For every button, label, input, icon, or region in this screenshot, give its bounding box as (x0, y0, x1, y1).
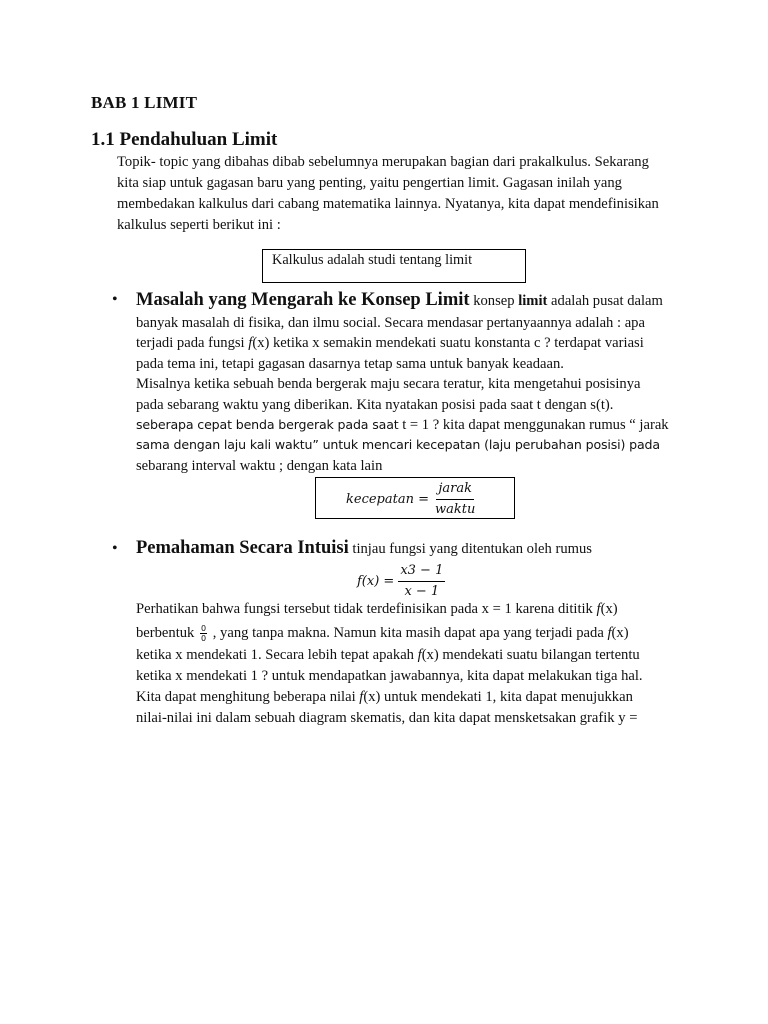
bullet1-line: sebarang interval waktu ; dengan kata lain (136, 457, 383, 474)
velocity-formula-box (315, 477, 515, 519)
bullet1-line: terjadi pada fungsi f(x) ketika x semakin mendekati suatu konstanta c ? terdapat variasi (136, 335, 644, 352)
bullet1-line: seberapa cepat benda bergerak pada saat t = 1 ? kita dapat menggunakan rumus “ jarak (136, 417, 669, 434)
function-lhs: f(x) = (357, 573, 395, 589)
bullet2-heading-line (136, 538, 676, 559)
velocity-denominator: waktu (435, 501, 476, 517)
zero-over-zero: $\frac{0}{0}$ (201, 624, 207, 644)
velocity-numerator: jarak (436, 481, 474, 500)
intro-paragraph (117, 152, 677, 236)
bullet1-heading: Masalah yang Mengarah ke Konsep Limit (136, 290, 470, 310)
function-formula (357, 561, 445, 601)
bullet1-line: sama dengan laju kali waktu” untuk mencari kecepatan (laju perubahan posisi) pada (136, 437, 660, 453)
velocity-fraction (433, 481, 477, 518)
bullet1-inline-b: adalah pusat dalam (547, 293, 663, 309)
bullet-marker: • (112, 540, 118, 557)
bullet1-content (136, 289, 676, 476)
section-title: 1.1 Pendahuluan Limit (91, 129, 278, 150)
intro-line: Topik- topic yang dibahas dibab sebelumnya merupakan bagian dari prakalkulus. Sekarang (117, 154, 649, 170)
chapter-title: BAB 1 LIMIT (91, 93, 198, 112)
intro-line: membedakan kalkulus dari cabang matematika lainnya. Nyatanya, kita dapat mendefinisikan (117, 196, 659, 212)
bullet2-inline: tinjau fungsi yang ditentukan oleh rumus (348, 541, 592, 557)
bullet1-inline-bold: limit (518, 293, 548, 309)
bullet2-heading: Pemahaman Secara Intuisi (136, 538, 349, 558)
bullet1-line: banyak masalah di fisika, dan ilmu social. Secara mendasar pertanyaannya adalah : apa (136, 315, 645, 331)
bullet2-content (136, 599, 676, 730)
bullet2-line: Perhatikan bahwa fungsi tersebut tidak terdefinisikan pada x = 1 karena dititik f(x) (136, 601, 618, 617)
bullet1-inline-a: konsep (469, 293, 519, 309)
intro-line: kita siap untuk gagasan baru yang penting, yaitu pengertian limit. Gagasan inilah yang (117, 175, 622, 191)
bullet2-line: berbentuk $\frac{0}{0}$ , yang tanpa makna. Namun kita masih dapat apa yang terjadi pada f(x) (136, 624, 629, 644)
bullet2-line: Kita dapat menghitung beberapa nilai f(x) untuk mendekati 1, kita dapat menujukkan (136, 689, 633, 706)
bullet1-line: pada sebarang waktu yang diberikan. Kita nyatakan posisi pada saat t dengan s(t). (136, 396, 614, 413)
function-denominator: x − 1 (404, 583, 440, 599)
bullet-marker: • (112, 291, 118, 308)
bullet1-line: Misalnya ketika sebuah benda bergerak maju secara teratur, kita mengetahui posisinya (136, 376, 641, 393)
bullet2-line: ketika x mendekati 1 ? untuk mendapatkan jawabannya, kita dapat melakukan tiga hal. (136, 667, 643, 684)
function-fraction (398, 563, 445, 600)
function-numerator: x3 − 1 (398, 563, 445, 582)
velocity-lhs: kecepatan = (346, 491, 429, 507)
intro-line: kalkulus seperti berikut ini : (117, 217, 281, 233)
bullet2-line: ketika x mendekati 1. Secara lebih tepat apakah f(x) mendekati suatu bilangan tertentu (136, 646, 640, 663)
bullet2-line: nilai-nilai ini dalam sebuah diagram skematis, dan kita dapat mensketsakan grafik y = (136, 710, 638, 727)
bullet1-line: pada tema ini, tetapi gagasan dasarnya tetap sama untuk banyak keadaan. (136, 355, 564, 372)
definition-box: Kalkulus adalah studi tentang limit (262, 249, 526, 283)
